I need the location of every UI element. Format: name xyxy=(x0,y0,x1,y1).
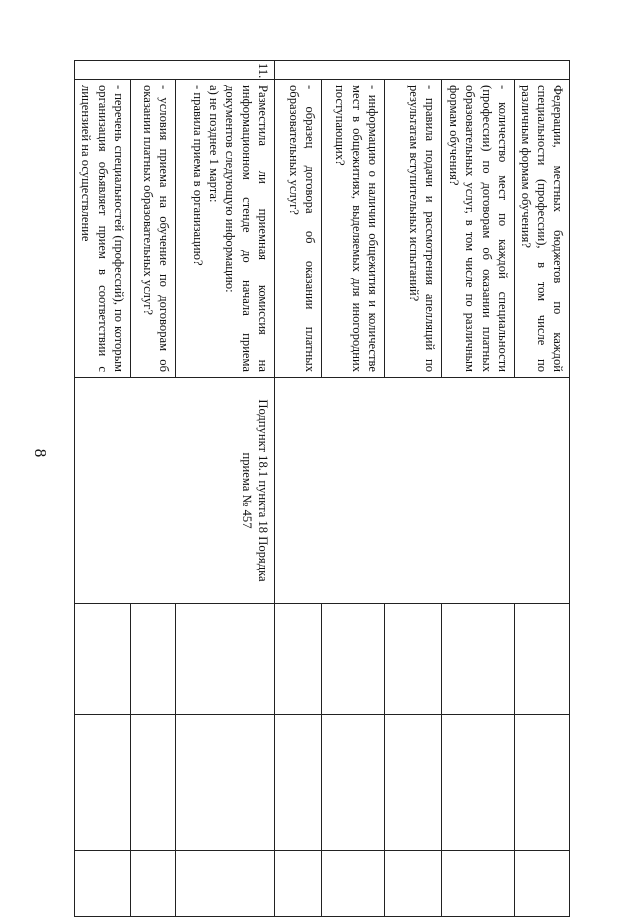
answer-cell-b xyxy=(321,715,384,851)
answer-cell-a xyxy=(274,604,321,715)
question-cell: - условия приема на обучение по договорам об оказании платных образовательных услуг? xyxy=(130,80,175,378)
answer-cell-b xyxy=(130,715,175,851)
question-cell: - образец договора об оказании платных образовательных услуг? xyxy=(274,80,321,378)
answer-cell-c xyxy=(514,851,569,917)
question-line: а) не позднее 1 марта: xyxy=(207,85,222,203)
table-row xyxy=(175,61,274,917)
question-cell: Федерации, местных бюджетов по каждой специальности (профессии), в том числе по различным формам обучения? xyxy=(514,80,569,378)
answer-cell-c xyxy=(274,851,321,917)
question-cell: - информацию о наличии общежития и количестве мест в общежитиях, выделяемых для иногородних поступающих? xyxy=(321,80,384,378)
answer-cell-c xyxy=(321,851,384,917)
answer-cell-c xyxy=(75,851,130,917)
reference-cell xyxy=(274,378,569,604)
answer-cell-c xyxy=(175,851,274,917)
answer-cell-a xyxy=(175,604,274,715)
reference-text: Подпункт 18.1 пункта 18 Порядка приема № 457 xyxy=(239,399,270,582)
answer-cell-b xyxy=(175,715,274,851)
page-number: 8 xyxy=(31,448,50,458)
answer-cell-a xyxy=(441,604,514,715)
answer-cell-c xyxy=(130,851,175,917)
rotated-document xyxy=(75,60,570,850)
row-number-cell: 11. xyxy=(75,61,274,80)
answer-cell-b xyxy=(514,715,569,851)
answer-cell-c xyxy=(384,851,441,917)
reference-cell xyxy=(75,378,274,604)
question-cell: - количество мест по каждой специальности (профессии) по договорам об оказании платных образовательных услуг, в том числе по различным формам обучения? xyxy=(441,80,514,378)
answer-cell-b xyxy=(75,715,130,851)
answer-cell-a xyxy=(321,604,384,715)
answer-cell-b xyxy=(384,715,441,851)
checklist-table xyxy=(74,60,570,917)
question-line: - правила приема в организацию? xyxy=(191,85,206,266)
question-cell: - перечень специальностей (профессий), по которым организация объявляет прием в соответствии с лицензией на осуществление xyxy=(75,80,130,378)
question-cell: - правила подачи и рассмотрения апелляций по результатам вступительных испытаний? xyxy=(384,80,441,378)
answer-cell-a xyxy=(75,604,130,715)
answer-cell-b xyxy=(441,715,514,851)
answer-cell-a xyxy=(130,604,175,715)
answer-cell-c xyxy=(441,851,514,917)
question-line: Разместила ли приемная комиссия на информационном стенде до начала приема документов следующую информацию: xyxy=(223,85,270,372)
answer-cell-a xyxy=(514,604,569,715)
question-cell xyxy=(175,80,274,378)
table-row xyxy=(514,61,569,917)
row-number-cell xyxy=(274,61,569,80)
answer-cell-a xyxy=(384,604,441,715)
answer-cell-b xyxy=(274,715,321,851)
